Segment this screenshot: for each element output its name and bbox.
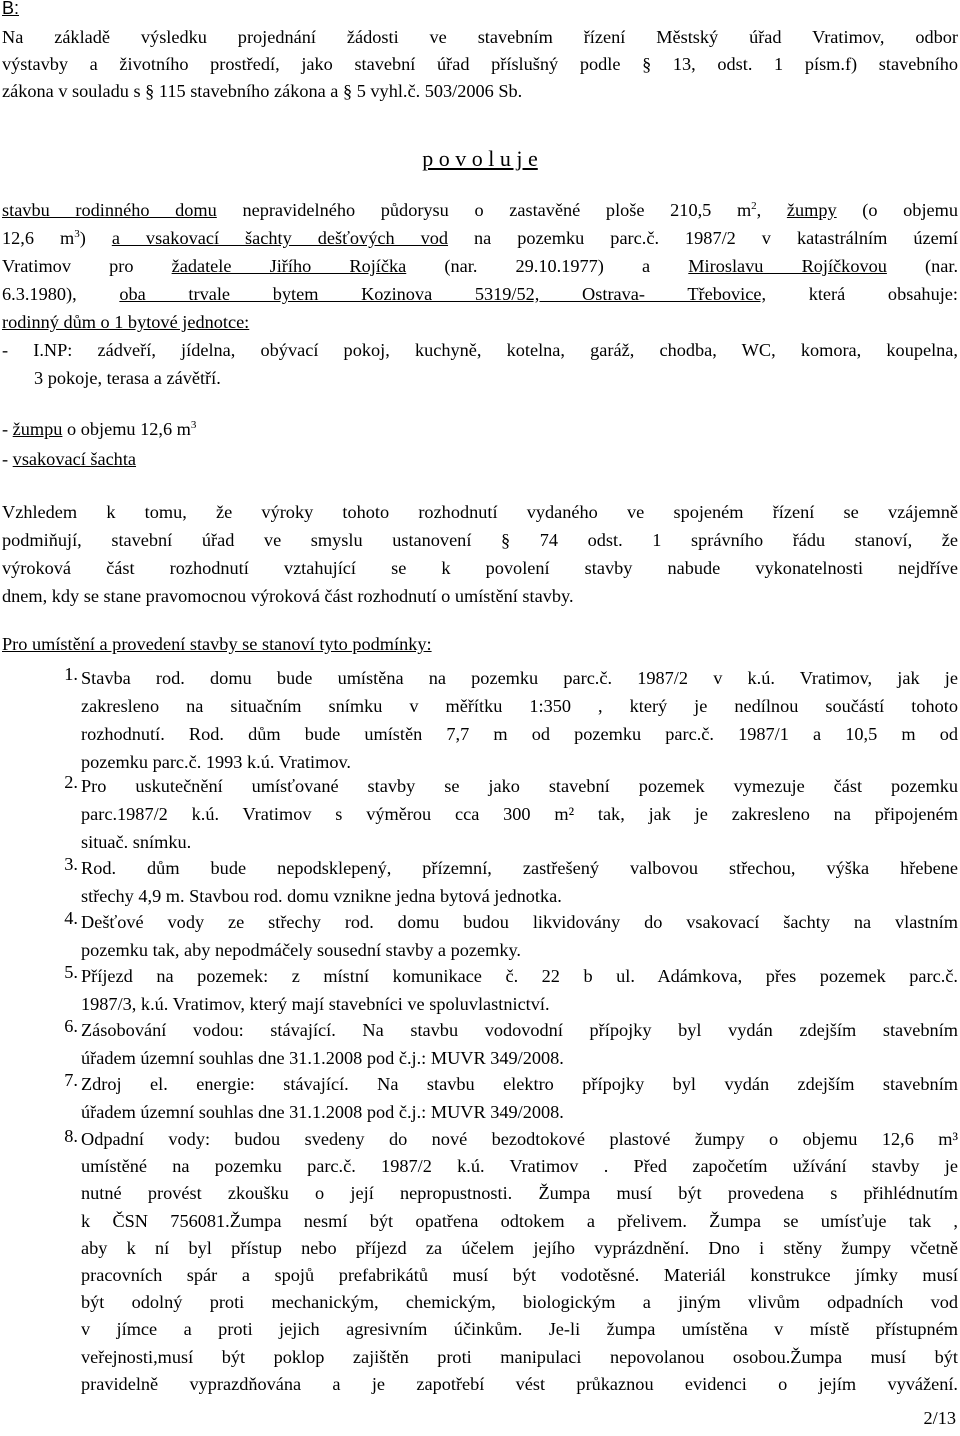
regarding-line-1: Vzhledem k tomu, že výroky tohoto rozhodnutí vydaného ve spojeném řízení se vzájemně <box>2 502 958 522</box>
bullet-zumpa: - žumpu o objemu 12,6 $m^3$ <box>2 419 197 439</box>
permit-line-7: 3 pokoje, terasa a závětří. <box>34 368 221 388</box>
permit-line-1: stavbu rodinného domu nepravidelného půdorysu o zastavěné ploše 210,5 $m^2$, žumpy (o objemu <box>2 200 958 220</box>
intro-paragraph <box>2 24 958 105</box>
regarding-line-2: podmiňují, stavební úřad ve smyslu ustanovení § 74 odst. 1 správního řádu stanoví, že <box>2 530 958 550</box>
permit-line-5: rodinný dům o 1 bytové jednotce: <box>2 312 250 332</box>
conditions-heading: Pro umístění a provedení stavby se stanoví tyto podmínky: <box>2 634 432 654</box>
regarding-line-4: dnem, kdy se stane pravomocnou výroková část rozhodnutí o umístění stavby. <box>2 586 574 606</box>
permit-line-4: 6.3.1980), oba trvale bytem Kozinova 5319/52, Ostrava- Třebovice, která obsahuje: <box>2 284 958 304</box>
conditions-list: 1. Stavba rod. domu bude umístěna na pozemku parc.č. 1987/2 v k.ú. Vratimov, jak je zakresleno na situačním snímku v měřítku 1:350 , který je nedílnou součástí tohoto rozhodnutí. Rod. dům bude umístěn 7,7 m od pozemku parc.č. 1987/1 a 10,5 m od pozemku parc.č. 1993 k.ú. Vratimov. 2. Pro uskutečnění umísťované stavby se jako stavební pozemek vymezuje část pozemku parc.1987/2 k.ú. Vratimov s výměrou cca 300 m² tak, jak je zakresleno na připojeném situač. snímku. 3. Rod. dům bude nepodsklepený, přízemní, zastřešený valbovou střechou, výška hřebene střechy 4,9 m. Stavbou rod. domu vznikne jedna bytová jednotka. 4. Dešťové vody ze střechy rod. domu budou likvidovány do vsakovací šachty na vlastním pozemku tak, aby nepodmáčely sousední stavby a pozemky. 5. Příjezd na pozemek: z místní komunikace č. 22 b ul. Adámkova, přes pozemek parc.č. 1987/3, k.ú. Vratimov, který mají stavebníci ve spoluvlastnictví. 6. Zásobování vodou: stávající. Na stavbu vodovodní přípojky byl vydán zdejším stavebním úřadem územní souhlas dne 31.1.2008 pod č.j.: MUVR 349/2008. 7. Zdroj el. energie: stávající. Na stavbu elektro přípojky byl vydán zdejším stavebním úřadem územní souhlas dne 31.1.2008 pod č.j.: MUVR 349/2008. 8. Odpadní vody: budou svedeny do nové bezodtokové plastové žumpy o objemu 12,6 m³ umístěné na pozemku parc.č. 1987/2 k.ú. Vratimov . Před započetím užívání stavby je nutné provést zkoušku o její nepropustnosti. Žumpa musí být provedena s přihlédnutím k ČSN 756081.Žumpa nesmí být opatřena odtokem a přelivem. Žumpa se umísťuje tak , aby k ní byl přístup nebo příjezd za účelem jejího vyprázdnění. Dno i stěny žumpy včetně pracovních spár a spojů prefabrikátů musí být vodotěsné. Materiál konstrukce jímky musí být odolný proti mechanickým, chemickým, biologickým a jiným vlivům odpadních vod v jímce a proti jejich agresivním účinkům. Je-li žumpa umístěna v místě přístupném veřejnosti,musí být poklop zajištěn proti manipulaci nepovolanou osobou.Žumpa musí být pravidelně vyprazdňována a je zapotřebí vést průkaznou evidenci o jejím vyvážení. <box>64 664 958 1394</box>
decision-word: p o v o l u j e <box>422 146 538 171</box>
permit-line-3: Vratimov pro žadatele Jiřího Rojíčka (nar. 29.10.1977) a Miroslavu Rojíčkovou (nar. <box>2 256 958 276</box>
regarding-line-3: výroková část rozhodnutí vztahující se k povolení stavby nabude vykonatelnosti nejdříve <box>2 558 958 578</box>
permit-line-2: 12,6 $m^3$) a vsakovací šachty dešťových vod na pozemku parc.č. 1987/2 v katastrálním území <box>2 228 958 248</box>
regarding-paragraph <box>2 498 958 610</box>
page-number: 2/13 <box>923 1408 956 1428</box>
intro-line-1: Na základě výsledku projednání žádosti ve stavebním řízení Městský úřad Vratimov, odbor <box>2 27 958 47</box>
bullet-sachta: - vsakovací šachta <box>2 449 137 469</box>
section-heading: B: <box>2 0 20 18</box>
intro-line-2: výstavby a životního prostředí, jako stavební úřad příslušný podle § 13, odst. 1 písm.f) stavebního <box>2 54 958 74</box>
intro-line-3: zákona v souladu s § 115 stavebního zákona a § 5 vyhl.č. 503/2006 Sb. <box>2 81 523 101</box>
permit-bullets <box>2 414 958 474</box>
permit-paragraph <box>2 196 958 392</box>
permit-line-6: - I.NP: zádveří, jídelna, obývací pokoj, kuchyně, kotelna, garáž, chodba, WC, komora, koupelna, <box>2 340 958 360</box>
